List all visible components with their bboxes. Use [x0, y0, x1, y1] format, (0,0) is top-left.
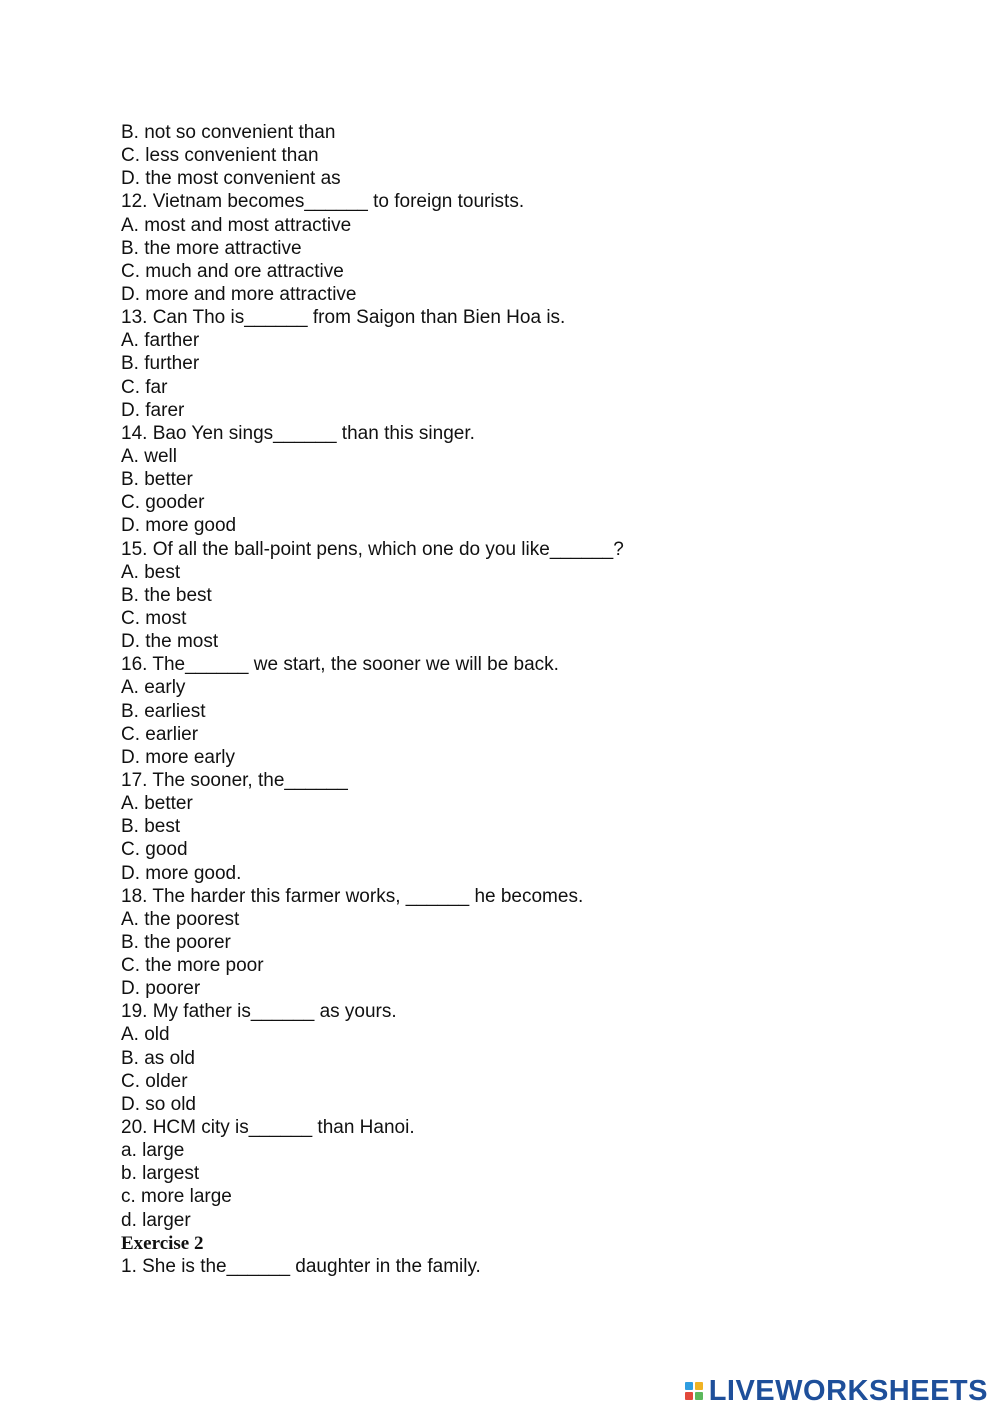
worksheet-line: C. earlier: [121, 723, 199, 745]
question-17: 17. The sooner, the______: [121, 769, 348, 791]
worksheet-line: B. further: [121, 353, 200, 375]
worksheet-line: A. better: [121, 793, 193, 815]
worksheet-line: B. not so convenient than: [121, 122, 336, 143]
section-heading: Exercise 2: [121, 1232, 204, 1254]
worksheet-line: D. so old: [121, 1093, 196, 1115]
worksheet-line: d. larger: [121, 1209, 191, 1231]
worksheet-line: C. good: [121, 839, 188, 861]
worksheet-line: B. the poorer: [121, 931, 231, 953]
worksheet-line: D. the most: [121, 631, 219, 653]
worksheet-line: B. the best: [121, 584, 212, 606]
worksheet-line: A. farther: [121, 330, 200, 352]
question-19: 19. My father is______ as yours.: [121, 1001, 397, 1023]
exercise-2-question-1: 1. She is the______ daughter in the family.: [121, 1255, 481, 1277]
worksheet-line: B. the more attractive: [121, 237, 302, 259]
brand-text: LIVEWORKSHEETS: [708, 1374, 988, 1407]
worksheet-line: D. more good.: [121, 862, 242, 884]
worksheet-line: D. the most convenient as: [121, 168, 341, 190]
worksheet-line: a. large: [121, 1140, 185, 1162]
worksheet-line: C. most: [121, 607, 187, 629]
question-16: 16. The______ we start, the sooner we will be back.: [121, 654, 559, 676]
worksheet-line: b. largest: [121, 1163, 200, 1185]
branding: [685, 1374, 988, 1408]
question-18: 18. The harder this farmer works, ______ he becomes.: [121, 885, 584, 907]
worksheet-line: D. more and more attractive: [121, 283, 357, 305]
worksheet-line: D. poorer: [121, 978, 201, 1000]
worksheet-line: A. best: [121, 561, 181, 583]
worksheet-line: C. less convenient than: [121, 145, 319, 167]
worksheet-line: C. gooder: [121, 492, 205, 514]
worksheet-line: C. much and ore attractive: [121, 260, 344, 282]
worksheet-line: A. the poorest: [121, 908, 240, 930]
worksheet-line: A. early: [121, 677, 186, 699]
question-15: 15. Of all the ball-point pens, which one do you like______?: [121, 538, 624, 560]
worksheet-line: c. more large: [121, 1186, 232, 1208]
worksheet-line: B. better: [121, 469, 193, 491]
liveworksheets-logo-icon: [685, 1382, 703, 1400]
question-13: 13. Can Tho is______ from Saigon than Bien Hoa is.: [121, 307, 566, 329]
worksheet-line: C. the more poor: [121, 955, 264, 977]
worksheet-line: A. well: [121, 445, 177, 467]
worksheet-line: A. most and most attractive: [121, 214, 352, 236]
worksheet-line: C. far: [121, 376, 168, 398]
worksheet-line: D. farer: [121, 399, 185, 421]
worksheet-line: A. old: [121, 1024, 170, 1046]
question-14: 14. Bao Yen sings______ than this singer.: [121, 422, 475, 444]
worksheet-content: [121, 121, 921, 1278]
worksheet-line: D. more early: [121, 746, 236, 768]
worksheet-line: B. best: [121, 816, 181, 838]
question-12: 12. Vietnam becomes______ to foreign tourists.: [121, 191, 525, 213]
worksheet-line: D. more good: [121, 515, 237, 537]
worksheet-line: C. older: [121, 1070, 188, 1092]
worksheet-line: B. as old: [121, 1047, 195, 1069]
worksheet-line: B. earliest: [121, 700, 206, 722]
question-20: 20. HCM city is______ than Hanoi.: [121, 1117, 415, 1139]
